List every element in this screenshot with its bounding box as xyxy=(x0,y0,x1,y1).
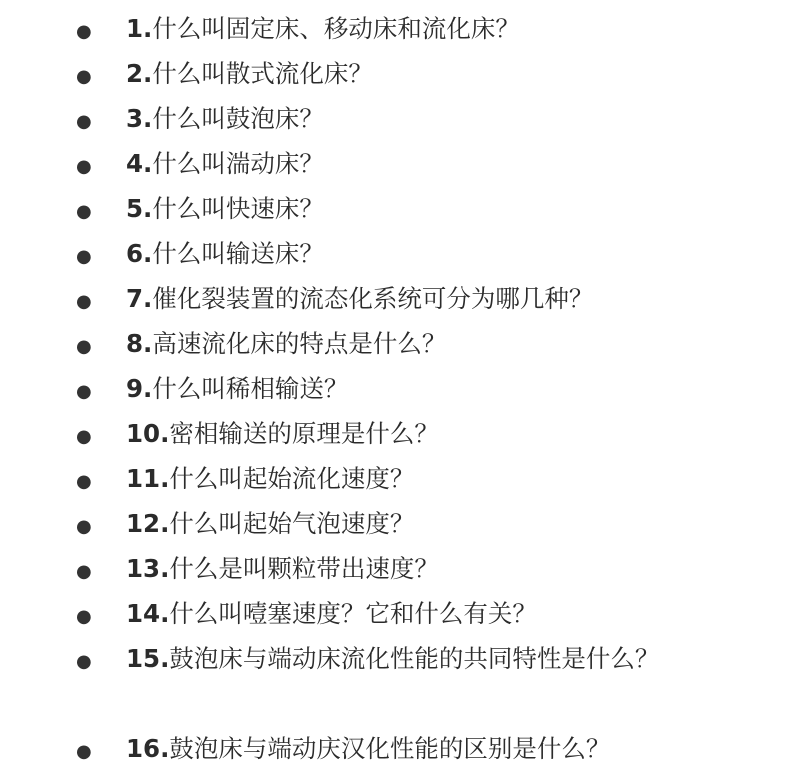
bullet-icon: ● xyxy=(76,651,92,672)
item-text: 什么叫输送床？ xyxy=(152,239,324,268)
bullet-icon: ● xyxy=(76,471,92,492)
list-item xyxy=(76,366,776,414)
item-number: 8. xyxy=(126,329,153,358)
item-number: 15. xyxy=(126,644,170,673)
list-item xyxy=(76,501,776,549)
item-number: 2. xyxy=(126,59,153,88)
item-number: 12. xyxy=(126,509,170,538)
bullet-icon: ● xyxy=(76,381,92,402)
list-item xyxy=(76,411,776,459)
bullet-icon: ● xyxy=(76,201,92,222)
list-item xyxy=(76,6,776,54)
list-item xyxy=(76,591,776,639)
item-text: 什么叫鼓泡床？ xyxy=(152,104,324,133)
item-number: 10. xyxy=(126,419,170,448)
list-item xyxy=(76,141,776,189)
list-item xyxy=(76,726,776,774)
item-number: 4. xyxy=(126,149,153,178)
item-text: 什么叫起始气泡速度？ xyxy=(169,509,415,538)
item-number: 5. xyxy=(126,194,153,223)
item-text: 什么叫湍动床？ xyxy=(152,149,324,178)
item-number: 13. xyxy=(126,554,170,583)
bullet-icon: ● xyxy=(76,66,92,87)
item-text: 高速流化床的特点是什么？ xyxy=(152,329,447,358)
bullet-icon: ● xyxy=(76,291,92,312)
item-text: 什么是叫颗粒带出速度？ xyxy=(169,554,439,583)
bullet-icon: ● xyxy=(76,111,92,132)
item-text: 密相输送的原理是什么？ xyxy=(169,419,439,448)
list-item xyxy=(76,231,776,279)
bullet-icon: ● xyxy=(76,426,92,447)
bullet-icon: ● xyxy=(76,336,92,357)
list-item xyxy=(76,636,726,684)
list-item xyxy=(76,51,776,99)
item-number: 16. xyxy=(126,734,170,763)
bullet-icon: ● xyxy=(76,741,92,762)
item-text: 什么叫快速床？ xyxy=(152,194,324,223)
item-text: 鼓泡床与端动床流化性能的共同特性是什么？ xyxy=(169,644,660,673)
list-item xyxy=(76,546,776,594)
item-number: 3. xyxy=(126,104,153,133)
item-number: 6. xyxy=(126,239,153,268)
item-number: 11. xyxy=(126,464,170,493)
list-item xyxy=(76,276,776,324)
item-number: 9. xyxy=(126,374,153,403)
item-number: 1. xyxy=(126,14,153,43)
bullet-icon: ● xyxy=(76,561,92,582)
item-text: 什么叫固定床、移动床和流化床？ xyxy=(152,14,520,43)
item-text: 什么叫起始流化速度？ xyxy=(169,464,415,493)
list-item xyxy=(76,321,776,369)
item-number: 7. xyxy=(126,284,153,313)
bullet-icon: ● xyxy=(76,156,92,177)
item-text: 什么叫稀相输送？ xyxy=(152,374,349,403)
bullet-icon: ● xyxy=(76,246,92,267)
list-item xyxy=(76,186,776,234)
item-text: 什么叫噎塞速度？它和什么有关？ xyxy=(169,599,537,628)
item-text: 鼓泡床与端动庆汉化性能的区别是什么？ xyxy=(169,734,611,763)
bullet-icon: ● xyxy=(76,516,92,537)
item-text: 什么叫散式流化床？ xyxy=(152,59,373,88)
item-text: 催化裂装置的流态化系统可分为哪几种？ xyxy=(152,284,594,313)
list-item xyxy=(76,456,776,504)
bullet-icon: ● xyxy=(76,606,92,627)
item-number: 14. xyxy=(126,599,170,628)
bullet-icon: ● xyxy=(76,21,92,42)
list-item xyxy=(76,96,776,144)
